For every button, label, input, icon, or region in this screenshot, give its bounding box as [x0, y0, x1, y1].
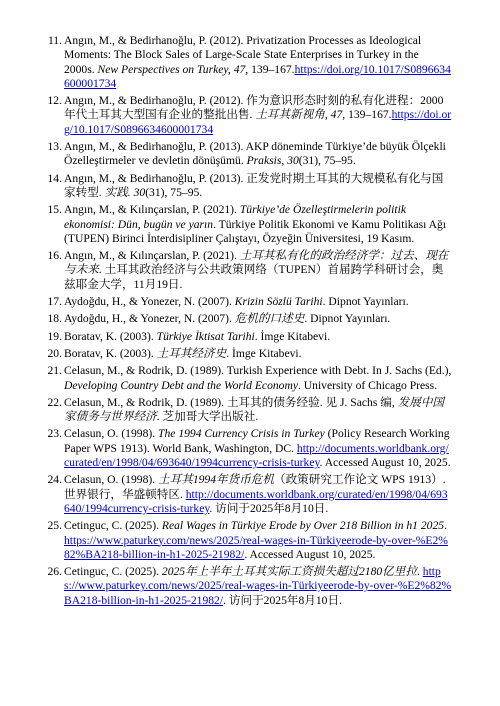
- reference-number: 12.: [47, 94, 62, 108]
- reference-entry: [0, 249, 500, 292]
- reference-title-italic: 发展中国家债务与世界经济: [64, 395, 445, 424]
- reference-text: Celasun, M., & Rodrik, D. (1989). Turkish Experience with Debt. In J. Sachs (Ed.),: [64, 364, 452, 378]
- reference-entry: [0, 140, 500, 169]
- reference-number: 21.: [47, 364, 62, 378]
- reference-number: 13.: [47, 140, 62, 154]
- reference-number: 19.: [47, 329, 62, 343]
- reference-link[interactable]: https://doi.org/10.1017/S0896634600001734: [64, 108, 452, 136]
- reference-entry: [0, 364, 500, 393]
- reference-title-italic: Developing Country Debt and the World Economy: [64, 378, 298, 392]
- reference-entry: [0, 565, 500, 608]
- reference-text: Angın, M., & Bedirhanoğlu, P. (2013). AKP döneminde Türkiye’de büyük Ölçekli Özelleştirmeler ve devletin dönüşümü.: [64, 140, 446, 168]
- reference-text: Angın, M., & Bedirhanoğlu, P. (2012). Privatization Processes as Ideological Moments: The Block Sales of Large-Scale State Enterprises in Turkey in the 2000s.: [64, 34, 422, 76]
- reference-title-italic: Real Wages in Türkiye Erode by Over 218 Billion in h1 2025: [161, 519, 445, 533]
- reference-entry: [0, 203, 500, 246]
- reference-number: 25.: [47, 519, 62, 533]
- reference-text: Celasun, O. (1998).: [64, 427, 159, 441]
- reference-text: Angın, M., & Bedirhanoğlu, P. (2013). 正发党时期土耳其的大规模私有化与国家转型.: [64, 171, 444, 199]
- reference-title-italic: New Perspectives on Turkey, 47: [97, 62, 246, 76]
- reference-text: .: [444, 519, 447, 533]
- reference-link[interactable]: http://documents.worldbank.org/curated/en/1998/04/693640/1994currency-crisis-turkey: [64, 441, 449, 470]
- reference-text: Celasun, O. (1998).: [64, 473, 159, 487]
- reference-number: 23.: [47, 427, 62, 441]
- reference-entry: [0, 172, 500, 201]
- reference-text: . Türkiye Politik Ekonomi ve Kamu Politikası Ağı (TUPEN) Birinci İnterdisipliner Çalıştayı, Özyeğin Üniversitesi, 19 Kasım.: [64, 217, 447, 245]
- reference-text: Boratav, K. (2003).: [64, 329, 157, 343]
- reference-link[interactable]: https://www.paturkey.com/news/2025/real-wages-in-Türkiyeerode-by-over-%E2%82%BA218-billion-in-h1-2025-21982/: [64, 533, 448, 561]
- reference-text: , 139–167.: [342, 108, 392, 122]
- reference-text: Angın, M., & Kılınçarslan, P. (2021).: [64, 249, 240, 263]
- reference-title-italic: Praksis, 30: [246, 154, 299, 168]
- reference-number: 26.: [47, 565, 62, 579]
- reference-text: Angın, M., & Bedirhanoğlu, P. (2012). 作为意识形态时刻的私有化进程：2000年代土耳其大型国有企业的整批出售.: [64, 94, 444, 122]
- reference-text: （政策研究工作论文 WPS 1913）. 世界银行，华盛顿特区.: [64, 473, 446, 501]
- reference-entry: [0, 473, 500, 516]
- reference-number: 20.: [47, 346, 62, 360]
- reference-number: 22.: [47, 395, 62, 409]
- reference-title-italic: 土耳其经济史: [156, 346, 227, 360]
- reference-number: 14.: [47, 171, 62, 185]
- reference-text: (31), 75–95.: [145, 185, 203, 199]
- reference-text: . Accessed August 10, 2025.: [319, 456, 451, 470]
- reference-title-italic: The 1994 Currency Crisis in Turkey: [158, 427, 325, 441]
- reference-link[interactable]: http://documents.worldbank.org/curated/en/1998/04/693640/1994currency-crisis-turkey: [64, 487, 448, 515]
- reference-list: [0, 34, 500, 611]
- reference-text: . İmge Kitabevi.: [226, 346, 302, 360]
- reference-text: . Dipnot Yayınları.: [322, 295, 409, 309]
- reference-title-italic: 土耳其新视角, 47: [255, 108, 343, 122]
- reference-title-italic: Türkiye’de Özelleştirmelerin politik ekonomisi: Dün, bugün ve yarın: [64, 203, 406, 231]
- reference-text: Celasun, M., & Rodrik, D. (1989). 土耳其的债务经验. 见 J. Sachs 编,: [64, 395, 398, 409]
- reference-title-italic: 土耳其1994年货币危机: [158, 473, 274, 487]
- reference-text: Cetinguc, C. (2025).: [64, 519, 162, 533]
- reference-title-italic: 土耳其私有化的政治经济学：过去、现在与未来: [64, 249, 449, 277]
- reference-entry: [0, 94, 500, 137]
- reference-title-italic: Türkiye İktisat Tarihi: [156, 329, 255, 343]
- reference-text: . 访问于2025年8月10日.: [209, 501, 329, 515]
- reference-entry: [0, 427, 500, 470]
- reference-number: 11.: [47, 34, 62, 47]
- reference-number: 18.: [47, 312, 62, 326]
- reference-title-italic: 危机的口述史: [234, 312, 305, 326]
- reference-entry: [0, 347, 500, 361]
- reference-text: . Dipnot Yayınları.: [304, 312, 391, 326]
- reference-text: (31), 75–95.: [298, 154, 356, 168]
- reference-text: (Policy Research Working Paper WPS 1913). World Bank, Washington, DC.: [64, 427, 450, 455]
- reference-text: . 芝加哥大学出版社.: [156, 410, 259, 424]
- reference-entry: [0, 330, 500, 344]
- reference-number: 15.: [47, 203, 62, 217]
- reference-link[interactable]: https://doi.org/10.1017/S0896634600001734: [64, 62, 451, 90]
- reference-text: . Accessed August 10, 2025.: [244, 547, 376, 561]
- reference-entry: [0, 396, 500, 425]
- reference-title-italic: 实践. 30: [104, 185, 146, 199]
- reference-entry: [0, 34, 500, 91]
- reference-text: . 访问于2025年8月10日.: [223, 593, 342, 607]
- reference-text: , 139–167.: [245, 62, 295, 76]
- reference-number: 17.: [47, 295, 62, 309]
- reference-entry: [0, 312, 500, 326]
- reference-title-italic: Krizin Sözlü Tarihi: [234, 295, 323, 309]
- reference-number: 16.: [47, 249, 62, 263]
- reference-text: Aydoğdu, H., & Yonezer, N. (2007).: [64, 312, 235, 326]
- reference-text: Angın, M., & Kılınçarslan, P. (2021).: [64, 203, 240, 217]
- reference-link[interactable]: https://www.paturkey.com/news/2025/real-wages-in-Türkiyeerode-by-over-%E2%82%BA218-billion-in-h1-2025-21982/: [64, 565, 452, 607]
- reference-title-italic: 2025年上半年土耳其实际工资损失超过2180亿里拉: [161, 565, 417, 579]
- reference-text: Cetinguc, C. (2025).: [64, 565, 162, 579]
- reference-text: . 土耳其政治经济与公共政策网络（TUPEN）首届跨学科研讨会，奥兹耶金大学，11月19日.: [64, 263, 444, 291]
- reference-text: . İmge Kitabevi.: [254, 329, 331, 343]
- reference-number: 24.: [47, 473, 62, 487]
- reference-text: Aydoğdu, H., & Yonezer, N. (2007).: [64, 295, 235, 309]
- reference-text: Boratav, K. (2003).: [64, 346, 157, 360]
- reference-text: .: [416, 565, 423, 579]
- reference-text: . University of Chicago Press.: [297, 378, 438, 392]
- reference-entry: [0, 519, 500, 562]
- reference-entry: [0, 295, 500, 309]
